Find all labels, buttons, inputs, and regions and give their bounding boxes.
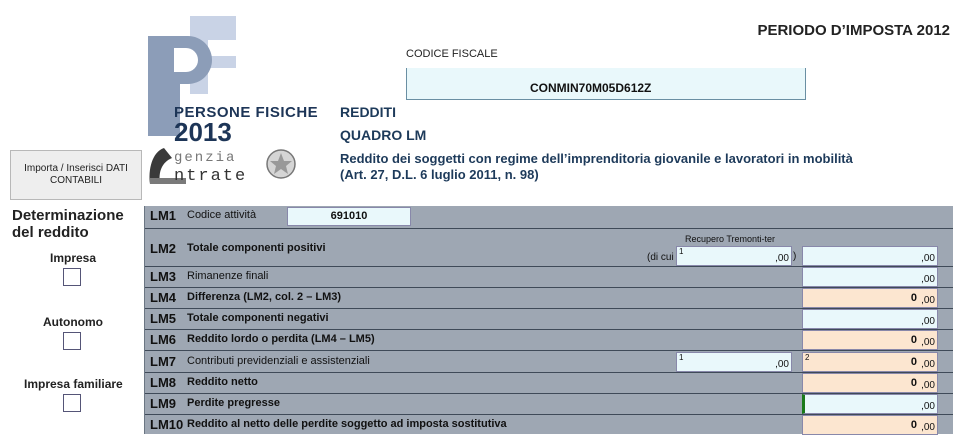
lm10-decimals: ,00 [921,422,935,433]
import-button-label1: Importa / Inserisci DATI [24,163,128,174]
close-paren: ) [793,251,797,262]
impresa-familiare-checkbox[interactable] [63,394,81,412]
codice-fiscale-value: CONMIN70M05D612Z [530,81,652,95]
row-lm6 [145,329,953,351]
row-lm7 [145,350,953,373]
impresa-familiare-label: Impresa familiare [24,377,123,391]
codice-fiscale-label: CODICE FISCALE [406,48,498,60]
lm9-label: Perdite pregresse [187,397,280,409]
lm6-decimals: ,00 [921,337,935,348]
lm7-label: Contributi previdenziali e assistenziali [187,355,370,367]
row-lm10 [145,414,953,435]
lm7-col2-output [802,352,938,372]
quadro-lm-grid [144,206,953,434]
lm2-code: LM2 [150,241,176,256]
lm4-label: Differenza (LM2, col. 2 – LM3) [187,291,342,303]
row-lm9 [145,393,953,415]
recupero-tremonti-input[interactable] [676,246,792,266]
import-dati-contabili-button[interactable] [10,150,142,200]
lm6-output [802,330,938,350]
lm4-decimals: ,00 [921,295,935,306]
lm7-col2-index: 2 [805,353,810,362]
codice-attivita-input[interactable] [287,207,411,226]
quadro-reference: (Art. 27, D.L. 6 luglio 2011, n. 98) [340,167,539,182]
lm2-decimals: ,00 [921,253,935,264]
lm3-label: Rimanenze finali [187,270,269,282]
periodo-imposta: PERIODO D’IMPOSTA 2012 [757,22,950,39]
lm3-code: LM3 [150,269,176,284]
lm8-value: 0 [910,377,917,389]
quadro-title: QUADRO LM [340,127,427,143]
row-lm3 [145,266,953,288]
lm4-value: 0 [910,292,917,304]
lm10-code: LM10 [150,417,184,432]
lm8-decimals: ,00 [921,380,935,391]
lm5-label: Totale componenti negativi [187,312,329,324]
lm2-label: Totale componenti positivi [187,242,326,254]
lm3-decimals: ,00 [921,274,935,285]
lm6-code: LM6 [150,332,176,347]
lm8-code: LM8 [150,375,176,390]
redditi-title: REDDITI [340,104,396,120]
import-button-label2: CONTABILI [49,175,103,186]
impresa-checkbox[interactable] [63,268,81,286]
lm7-col1-input[interactable] [676,352,792,372]
logo-name: PERSONE FISICHE [174,104,319,121]
row-lm8 [145,372,953,394]
lm1-code: LM1 [150,208,176,223]
determinazione-line2: del reddito [12,224,89,241]
row-lm2 [145,228,953,267]
determinazione-title [12,207,124,241]
impresa-label: Impresa [50,251,97,265]
lm5-decimals: ,00 [921,316,935,327]
lm2-sub-index: 1 [679,247,684,256]
lm2-input[interactable] [802,246,938,266]
lm8-label: Reddito netto [187,376,258,388]
lm3-input[interactable] [802,267,938,287]
lm10-output [802,415,938,435]
lm10-value: 0 [910,419,917,431]
lm7-decimals: ,00 [921,359,935,370]
lm5-code: LM5 [150,311,176,326]
lm2-sub-value: ,00 [775,253,789,264]
row-lm4 [145,287,953,309]
entrate-text: ntrate [174,167,248,186]
determinazione-line1: Determinazione [12,207,124,224]
lm5-input[interactable] [802,309,938,329]
lm6-label: Reddito lordo o perdita (LM4 – LM5) [187,333,375,345]
lm4-code: LM4 [150,290,176,305]
row-lm5 [145,308,953,330]
lm8-output [802,373,938,393]
lm7-value: 0 [910,356,917,368]
codice-attivita-value: 691010 [330,210,368,222]
lm1-label: Codice attività [187,209,257,221]
lm6-value: 0 [910,334,917,346]
lm7-col1-decimals: ,00 [775,359,789,370]
logo-year: 2013 [174,117,232,147]
recupero-tremonti-label: Recupero Tremonti-ter [685,234,776,244]
lm10-label: Reddito al netto delle perdite soggetto ad imposta sostitutiva [187,418,507,430]
lm9-code: LM9 [150,396,176,411]
agenzia-text: genzia [174,150,237,166]
autonomo-checkbox[interactable] [63,332,81,350]
lm7-col1-index: 1 [679,353,684,362]
lm9-input[interactable] [802,394,938,414]
di-cui-label: (di cui [647,252,674,263]
autonomo-label: Autonomo [43,315,103,329]
quadro-description: Reddito dei soggetti con regime dell’imprenditoria giovanile e lavoratori in mobilità [340,151,853,166]
row-lm1 [145,206,953,228]
lm9-decimals: ,00 [921,401,935,412]
lm4-output [802,288,938,308]
lm7-code: LM7 [150,354,176,369]
